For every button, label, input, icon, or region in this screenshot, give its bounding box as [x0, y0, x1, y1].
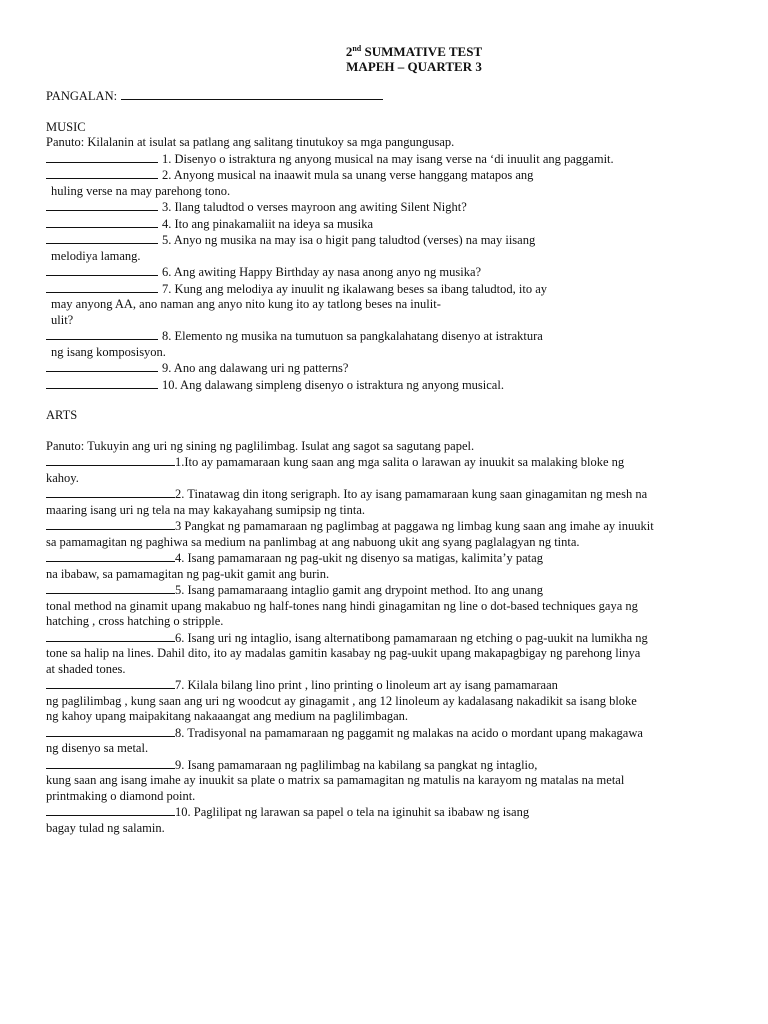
title-text: SUMMATIVE TEST: [361, 44, 483, 59]
question-text: ng disenyo sa metal.: [46, 741, 149, 755]
music-question: [46, 264, 726, 281]
question-text: melodiya lamang.: [51, 248, 141, 263]
answer-blank[interactable]: [46, 486, 175, 498]
question-text: 4. Isang pamamaraan ng pag-ukit ng disenyo sa matigas, kalimita’y patag: [175, 551, 543, 565]
answer-blank[interactable]: [46, 454, 175, 466]
question-text: 7. Kilala bilang lino print , lino printing o linoleum art ay isang pamamaraan: [175, 678, 558, 692]
question-text: 2. Tinatawag din itong serigraph. Ito ay isang pamamaraan kung saan ginagamitan ng mesh na: [175, 487, 648, 501]
arts-question: [46, 630, 726, 647]
question-text: 1.Ito ay pamamaraan kung saan ang mga salita o larawan ay inuukit sa malaking bloke ng: [175, 455, 625, 469]
arts-question-continuation: [46, 662, 726, 678]
arts-question-continuation: [46, 694, 726, 710]
question-text: bagay tulad ng salamin.: [46, 820, 165, 835]
question-text: 9. Ano ang dalawang uri ng patterns?: [162, 361, 349, 375]
arts-heading: ARTS: [46, 408, 78, 422]
test-header: [0, 44, 768, 74]
test-title: [0, 44, 768, 59]
answer-blank[interactable]: [46, 550, 175, 562]
question-text: tonal method na ginamit upang makabuo ng half-tones nang hindi ginagamitan ng line o dot-based techniques gaya ng: [46, 598, 638, 613]
arts-question: [46, 454, 726, 471]
answer-blank[interactable]: [46, 677, 175, 689]
arts-question: [46, 725, 726, 742]
answer-blank[interactable]: [46, 360, 158, 372]
arts-question: [46, 677, 726, 694]
music-question-continuation: [46, 345, 726, 361]
name-row: [46, 88, 726, 105]
answer-blank[interactable]: [46, 232, 158, 244]
music-question-continuation: [46, 313, 726, 329]
question-text: ng kahoy upang maipakitang nakaaangat ang medium na paglilimbagan.: [46, 709, 409, 723]
question-text: 9. Isang pamamaraan ng paglilimbag na kabilang sa pangkat ng intaglio,: [175, 757, 538, 772]
arts-question-continuation: [46, 614, 726, 630]
arts-question-continuation: [46, 646, 726, 662]
question-text: 4. Ito ang pinakamaliit na ideya sa musika: [162, 216, 374, 231]
question-text: 7. Kung ang melodiya ay inuulit ng ikalawang beses sa ibang taludtod, ito ay: [162, 281, 547, 296]
arts-question: [46, 804, 726, 821]
name-blank[interactable]: [121, 88, 383, 100]
question-text: 5. Anyo ng musika na may isa o higit pang taludtod (verses) na may iisang: [162, 233, 536, 247]
arts-question-continuation: [46, 773, 726, 789]
arts-question-continuation: [46, 599, 726, 615]
arts-question-continuation: [46, 821, 726, 837]
question-text: may anyong AA, ano naman ang anyo nito kung ito ay tatlong beses na inulit-: [51, 297, 441, 311]
answer-blank[interactable]: [46, 151, 158, 163]
music-question-continuation: [46, 297, 726, 313]
question-text: 10. Paglilipat ng larawan sa papel o tela na iginuhit sa ibabaw ng isang: [175, 805, 530, 819]
question-text: kung saan ang isang imahe ay inuukit sa plate o matrix sa pamamagitan ng matulis na karayom ng matalas na metal: [46, 773, 625, 787]
answer-blank[interactable]: [46, 582, 175, 594]
music-question-continuation: [46, 249, 726, 265]
arts-question: [46, 550, 726, 567]
answer-blank[interactable]: [46, 199, 158, 211]
music-question: [46, 360, 726, 377]
answer-blank[interactable]: [46, 167, 158, 179]
music-instructions: Panuto: Kilalanin at isulat sa patlang ang salitang tinutukoy sa mga pangungusap.: [46, 135, 455, 149]
name-label: PANGALAN:: [46, 89, 118, 103]
question-text: 3 Pangkat ng pamamaraan ng paglimbag at paggawa ng limbag kung saan ang imahe ay inuukit: [175, 519, 654, 533]
music-question: [46, 151, 726, 168]
arts-instructions: Panuto: Tukuyin ang uri ng sining ng paglilimbag. Isulat ang sagot sa sagutang papel.: [46, 438, 475, 453]
music-question: [46, 377, 726, 394]
question-text: maaring isang uri ng tela na may kakayahang sumipsip ng tinta.: [46, 502, 366, 517]
arts-question-continuation: [46, 567, 726, 583]
question-text: 5. Isang pamamaraang intaglio gamit ang drypoint method. Ito ang unang: [175, 583, 543, 597]
question-text: huling verse na may parehong tono.: [51, 183, 231, 198]
arts-question-continuation: [46, 741, 726, 757]
arts-question-continuation: [46, 471, 726, 487]
arts-question-continuation: [46, 789, 726, 805]
question-text: ng isang komposisyon.: [51, 344, 166, 359]
question-text: 10. Ang dalawang simpleng disenyo o istraktura ng anyong musical.: [162, 377, 504, 392]
answer-blank[interactable]: [46, 630, 175, 642]
arts-question: [46, 518, 726, 535]
question-text: printmaking o diamond point.: [46, 788, 196, 803]
arts-question-continuation: [46, 535, 726, 551]
question-text: sa pamamagitan ng paghiwa sa medium na panlimbag at ang nabuong ukit ang syang paglalagyan ng tinta.: [46, 534, 580, 549]
question-text: tone sa halip na lines. Dahil dito, ito ay madalas gamitin kasabay ng pag-uukit upang makapagbigay ng parehong linya: [46, 646, 641, 660]
answer-blank[interactable]: [46, 216, 158, 228]
title-ordinal-number: 2: [345, 44, 353, 59]
answer-blank[interactable]: [46, 804, 175, 816]
question-text: 6. Isang uri ng intaglio, isang alternatibong pamamaraan ng etching o pag-uukit na lumikha ng: [175, 630, 648, 645]
music-question: [46, 216, 726, 233]
question-text: at shaded tones.: [46, 661, 126, 676]
question-text: hatching , cross hatching o stripple.: [46, 614, 224, 628]
arts-question: [46, 582, 726, 599]
arts-item-list: [46, 454, 726, 836]
question-text: 8. Elemento ng musika na tumutuon sa pangkalahatang disenyo at istraktura: [162, 329, 543, 343]
answer-blank[interactable]: [46, 518, 175, 530]
arts-question: [46, 486, 726, 503]
title-ordinal-suffix: nd: [352, 44, 362, 53]
question-text: ulit?: [51, 312, 74, 327]
question-text: kahoy.: [46, 470, 79, 485]
question-text: 2. Anyong musical na inaawit mula sa unang verse hanggang matapos ang: [162, 168, 534, 182]
arts-spacer: [46, 424, 726, 439]
question-text: 3. Ilang taludtod o verses mayroon ang awiting Silent Night?: [162, 200, 467, 214]
music-item-list: [46, 151, 726, 394]
music-question: [46, 281, 726, 298]
answer-blank[interactable]: [46, 281, 158, 293]
question-text: ng paglilimbag , kung saan ang uri ng woodcut ay ginagamit , ang 12 linoleum ay kadalasang nakadikit sa isang bloke: [46, 693, 637, 708]
music-question-continuation: [46, 184, 726, 200]
music-question: [46, 328, 726, 345]
music-question: [46, 232, 726, 249]
music-question: [46, 199, 726, 216]
answer-blank[interactable]: [46, 757, 175, 769]
question-text: 1. Disenyo o istraktura ng anyong musical na may isang verse na ‘di inuulit ang paggamit.: [162, 151, 614, 166]
test-content: [46, 88, 726, 836]
arts-question-continuation: [46, 503, 726, 519]
test-subtitle: MAPEH – QUARTER 3: [346, 59, 482, 74]
question-text: 8. Tradisyonal na pamamaraan ng paggamit ng malakas na acido o mordant upang makagawa: [175, 725, 643, 740]
arts-question-continuation: [46, 709, 726, 725]
answer-blank[interactable]: [46, 377, 158, 389]
answer-blank[interactable]: [46, 328, 158, 340]
answer-blank[interactable]: [46, 725, 175, 737]
arts-question: [46, 757, 726, 774]
question-text: na ibabaw, sa pamamagitan ng pag-ukit gamit ang burin.: [46, 566, 330, 581]
music-heading: MUSIC: [46, 119, 86, 134]
question-text: 6. Ang awiting Happy Birthday ay nasa anong anyo ng musika?: [162, 265, 482, 279]
answer-blank[interactable]: [46, 264, 158, 276]
music-question: [46, 167, 726, 184]
